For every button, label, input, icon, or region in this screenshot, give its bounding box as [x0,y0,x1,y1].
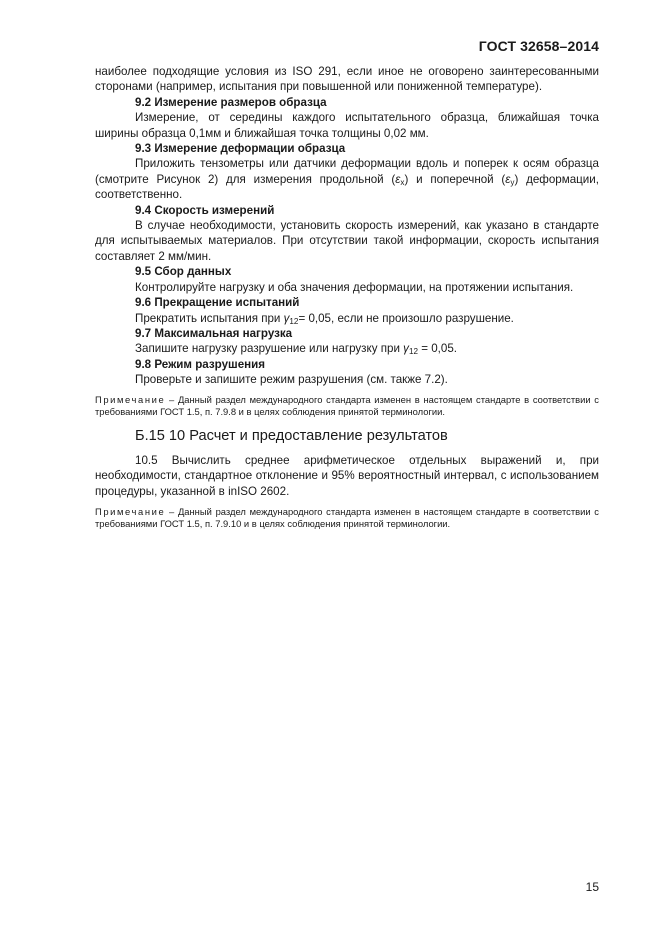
note-9-8 [95,394,599,418]
text-segment: Приложить тензометры или датчики деформации вдоль и поперек к осям образца (смотрите Рисунок 2) для измерения продольной ( [95,157,599,186]
standard-id-header: ГОСТ 32658–2014 [478,38,599,54]
heading-9-8: 9.8 Режим разрушения [135,357,266,371]
note-text: – Данный раздел международного стандарта изменен в настоящем стандарте в соответствии с требованиями ГОСТ 1.5, п. 7.9.10 и в целях соблюдения принятой терминологии. [95,506,599,530]
section-heading-b15: Б.15 10 Расчет и предоставление результатов [135,427,448,444]
paragraph-9-4: В случае необходимости, установить скорость измерений, как указано в стандарте для испытываемых материалов. При отсутствии такой информации, скорость испытания составляет 2 мм/мин. [95,219,599,263]
intro-paragraph: наиболее подходящие условия из ISO 291, если иное не оговорено заинтересованными сторонами (например, испытания при повышенной или пониженной температуре). [95,65,599,94]
heading-9-4: 9.4 Скорость измерений [135,203,275,217]
paragraph-9-6 [95,311,599,326]
note-10-5 [95,506,599,530]
text-segment: = 0,05. [417,342,457,356]
text-segment: Прекратить испытания при [135,311,284,325]
epsilon-y-symbol: ε [505,172,511,186]
text-segment: ) деформации, соответственно. [95,172,599,202]
gamma-subscript: 12 [289,316,299,326]
paragraph-9-3 [95,156,599,202]
heading-9-3: 9.3 Измерение деформации образца [135,142,346,156]
page-number: 15 [585,880,599,894]
note-label: Примечание [95,506,166,518]
paragraph-9-8: Проверьте и запишите режим разрушения (см. также 7.2). [135,373,448,387]
text-segment: ) и поперечной ( [404,172,506,186]
paragraph-9-5: Контролируйте нагрузку и оба значения деформации, на протяжении испытания. [135,280,574,294]
page-content [95,64,599,531]
text-segment: = 0,05, если не произошло разрушение. [298,311,514,325]
note-label: Примечание [95,393,166,405]
epsilon-x-subscript: x [400,177,405,187]
note-text: – Данный раздел международного стандарта изменен в настоящем стандарте в соответствии с требованиями ГОСТ 1.5, п. 7.9.8 и в целях соблюдения принятой терминологии. [95,393,599,417]
gamma-subscript: 12 [408,347,418,357]
heading-9-5: 9.5 Сбор данных [135,265,232,279]
epsilon-x-symbol: ε [395,172,401,186]
paragraph-10-5: 10.5 Вычислить среднее арифметическое отдельных выражений и, при необходимости, стандартное отклонение и 95% вероятностный интервал, с использованием процедуры, указанной в inISO 2602. [95,453,599,498]
gamma-symbol: γ [283,311,290,325]
gamma-symbol: γ [403,342,409,356]
paragraph-9-7 [95,341,599,356]
heading-9-7: 9.7 Максимальная нагрузка [135,326,293,340]
text-segment: Запишите нагрузку разрушение или нагрузку при [135,342,404,356]
epsilon-y-subscript: y [510,177,515,187]
paragraph-9-2: Измерение, от середины каждого испытательного образца, ближайшая точка ширины образца 0,1мм и ближайшая точка толщины 0,02 мм. [95,111,599,140]
heading-9-2: 9.2 Измерение размеров образца [135,95,327,109]
heading-9-6: 9.6 Прекращение испытаний [135,296,300,310]
